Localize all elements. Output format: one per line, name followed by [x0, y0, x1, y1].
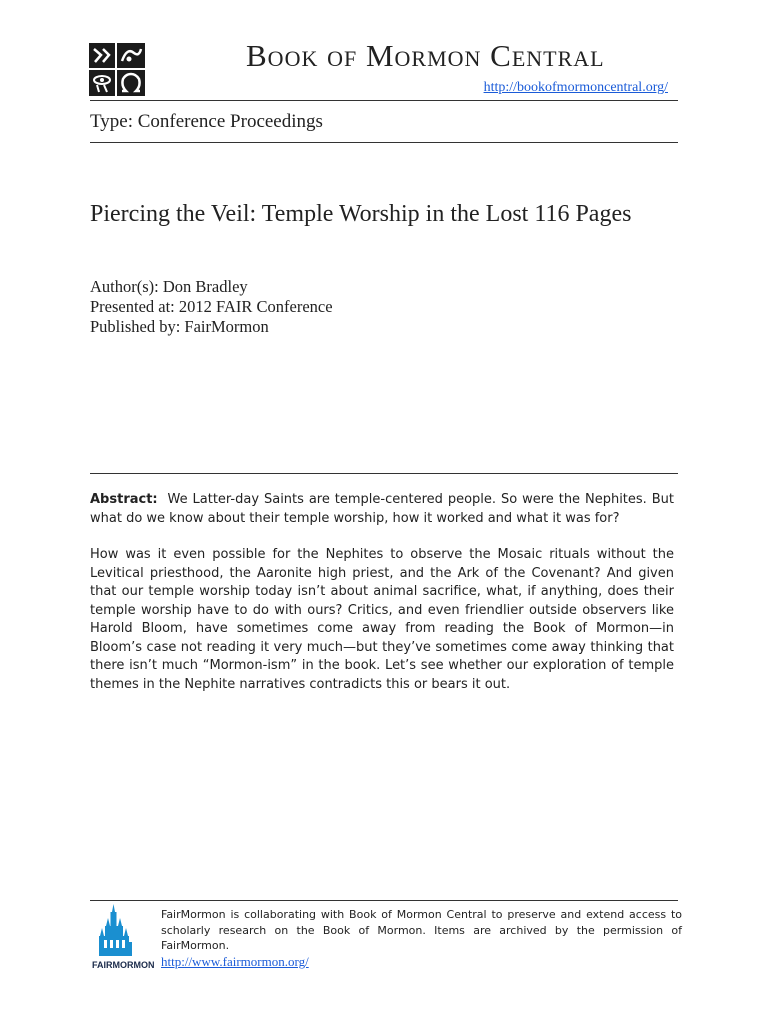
- abstract-section: [90, 491, 674, 712]
- site-title: Book of Mormon Central: [246, 38, 605, 73]
- abstract-text-1: We Latter-day Saints are temple-centered people. So were the Nephites. But what do we know about their temple worship, how it worked and what it was for?: [90, 492, 674, 526]
- authors: Author(s): Don Bradley: [90, 277, 248, 296]
- published-by: Published by: FairMormon: [90, 317, 269, 336]
- footer-url-link[interactable]: http://www.fairmormon.org/: [161, 954, 309, 969]
- presented-at: Presented at: 2012 FAIR Conference: [90, 297, 333, 316]
- footer-text: FairMormon is collaborating with Book of Mormon Central to preserve and extend access to scholarly research on the Book of Mormon. Items are archived by the permission of FairMormon.: [161, 908, 682, 952]
- document-type: Type: Conference Proceedings: [90, 111, 323, 132]
- fairmormon-logo-text: FAIRMORMON: [92, 960, 155, 970]
- document-title: Piercing the Veil: Temple Worship in the Lost 116 Pages: [90, 201, 632, 227]
- abstract-paragraph-1: [90, 491, 674, 528]
- document-meta: [90, 277, 333, 337]
- fairmormon-logo-icon: [92, 904, 156, 970]
- header-divider: [90, 100, 678, 101]
- abstract-paragraph-2: How was it even possible for the Nephites to observe the Mosaic rituals without the Levitical priesthood, the Aaronite high priest, and the Ark of the Covenant? And given that our temple worship today isn’t about animal sacrifice, what, if anything, does their temple worship have to do with ours? Critics, and even friendlier outside observers like Harold Bloom, have sometimes come away from reading the Book of Mormon—in Bloom’s case not reading it very much—but they’ve sometimes come away thinking that there isn’t much “Mormon-ism” in the book. Let’s see whether our exploration of temple themes in the Nephite narratives contradicts this or bears it out.: [90, 547, 674, 692]
- site-url-link[interactable]: http://bookofmormoncentral.org/: [483, 80, 668, 95]
- abstract-divider: [90, 473, 678, 474]
- abstract-label: Abstract:: [90, 492, 158, 507]
- footer-divider: [90, 900, 678, 901]
- type-divider: [90, 142, 678, 143]
- book-of-mormon-central-logo-icon: [89, 43, 145, 96]
